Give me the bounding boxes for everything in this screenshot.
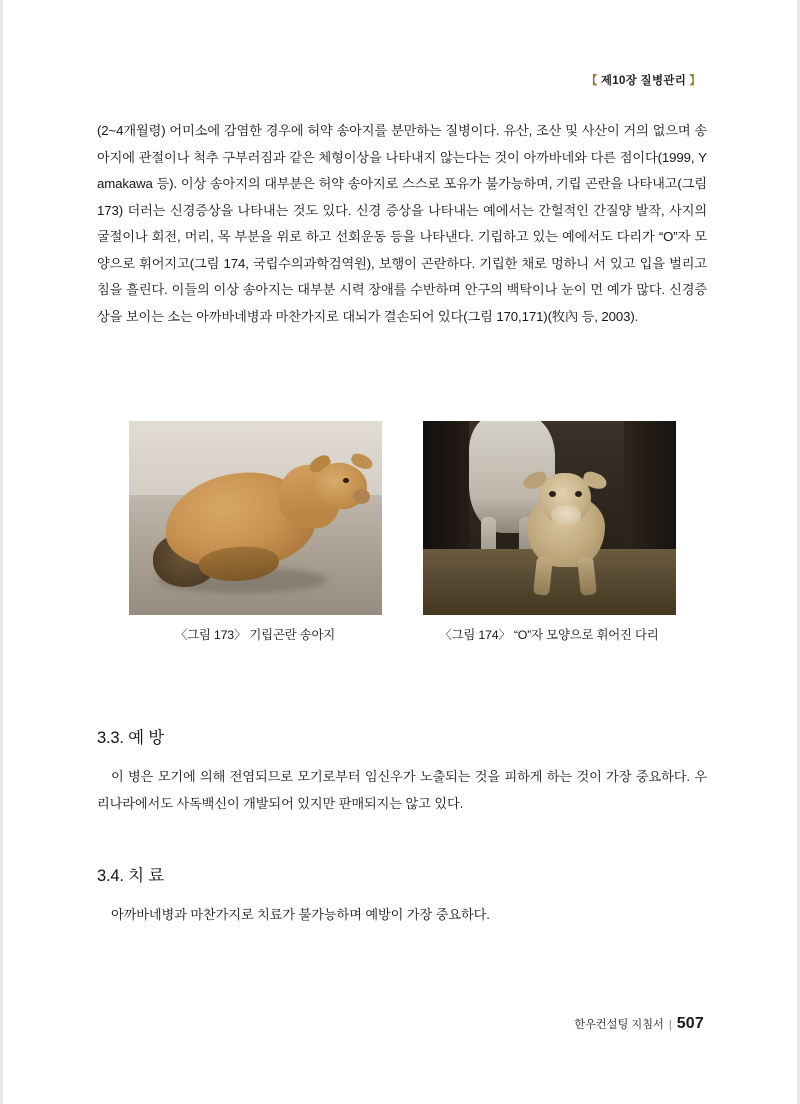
- photo2-calf-eye-left: [549, 491, 556, 497]
- section-treatment: [97, 862, 707, 929]
- header-bracket-left: 【: [586, 75, 598, 87]
- figure-174: [422, 420, 677, 643]
- footer-book-title: 한우컨설팅 지침서: [574, 1019, 664, 1031]
- photo1-calf-eye: [343, 478, 349, 483]
- figure-174-caption: 〈그림 174〉 “O”자 모양으로 휘어진 다리: [439, 628, 659, 642]
- figure-173: [128, 420, 383, 643]
- footer-separator: |: [668, 1019, 672, 1031]
- section-prevention: [97, 724, 707, 817]
- page-edge-left: [0, 0, 3, 1104]
- page-footer: [574, 1015, 704, 1033]
- figure-173-caption: 〈그림 173〉 기립곤란 송아지: [174, 628, 336, 642]
- footer-page-number: 507: [676, 1015, 704, 1032]
- section-prevention-title: 3.3. 예 방: [97, 729, 164, 747]
- page-header: [583, 72, 704, 88]
- main-paragraph: (2~4개월령) 어미소에 감염한 경우에 허약 송아지를 분만하는 질병이다. 유산, 조산 및 사산이 거의 없으며 송아지에 관절이나 척추 구부러짐과 같은 체형이상을 나타내지 않는다는 것이 아까바네와 다른 점이다(1999, Yamakawa 등). 이상 송아지의 대부분은 허약 송아지로 스스로 포유가 불가능하며, 기립 곤란을 나타내고(그림 173) 더러는 신경증상을 나타내는 것도 있다. 신경 증상을 나타내는 예에서는 간헐적인 간질양 발작, 사지의 굴절이나 회전, 머리, 목 부분을 위로 하고 선회운동 등을 나타낸다. 기립하고 있는 예에서도 다리가 “O”자 모양으로 휘어지고(그림 174, 국립수의과학검역원), 보행이 곤란하다. 기립한 채로 멍하니 서 있고 입을 벌리고 침을 흘린다. 이들의 이상 송아지는 대부분 시력 장애를 수반하며 안구의 백탁이나 눈이 먼 예가 많다. 신경증상을 보이는 소는 아까바네병과 마찬가지로 대뇌가 결손되어 있다(그림 170,171)(牧內 등, 2003).: [97, 123, 707, 324]
- section-prevention-body: 이 병은 모기에 의해 전염되므로 모기로부터 임신우가 노출되는 것을 피하게 하는 것이 가장 중요하다. 우리나라에서도 사독백신이 개발되어 있지만 판매되지는 않고 있다.: [97, 769, 707, 811]
- header-bracket-right: 】: [689, 75, 701, 87]
- photo2-calf-muzzle: [551, 505, 581, 525]
- photo1-calf-muzzle: [353, 489, 370, 504]
- section-treatment-title: 3.4. 치 료: [97, 867, 164, 885]
- section-treatment-body: 아까바네병과 마찬가지로 치료가 불가능하며 예방이 가장 중요하다.: [111, 907, 490, 922]
- photo-calf-lying: [128, 420, 383, 616]
- figure-group: [97, 420, 707, 643]
- photo2-calf-leg-left: [533, 556, 553, 595]
- header-chapter-title: 제10장 질병관리: [600, 75, 687, 87]
- photo2-calf-eye-right: [575, 491, 582, 497]
- photo2-calf-leg-right: [577, 556, 597, 595]
- photo-calf-bowed-legs: [422, 420, 677, 616]
